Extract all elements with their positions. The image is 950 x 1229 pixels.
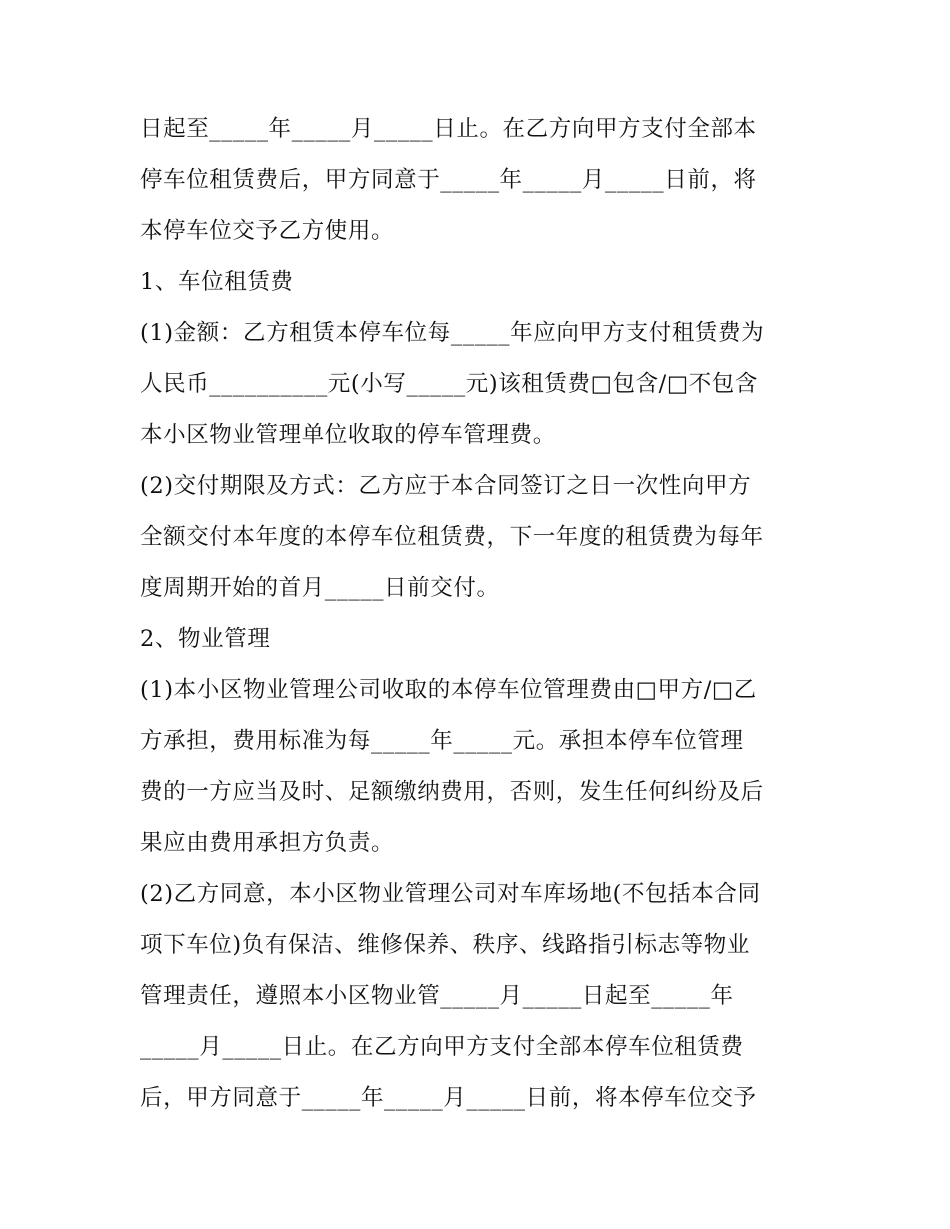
text-line: (2)交付期限及方式：乙方应于本合同签订之日一次性向甲方 <box>140 473 752 499</box>
section-heading: 1、车位租赁费 <box>140 269 294 295</box>
text-line: _____月_____日止。在乙方向甲方支付全部本停车位租赁费 <box>140 1034 744 1060</box>
text-line: 日起至_____年_____月_____日止。在乙方向甲方支付全部本 <box>140 116 757 142</box>
text-line: 人民币__________元(小写_____元)该租赁费□包含/□不包含 <box>140 371 759 397</box>
text-line: 停车位租赁费后，甲方同意于_____年_____月_____日前，将 <box>140 167 757 193</box>
text-line: 费的一方应当及时、足额缴纳费用，否则，发生任何纠纷及后 <box>140 779 764 805</box>
section-heading: 2、物业管理 <box>140 626 271 652</box>
document-body <box>140 104 820 1124</box>
text-line: 本停车位交予乙方使用。 <box>140 218 395 244</box>
text-line: 方承担，费用标准为每_____年_____元。承担本停车位管理 <box>140 728 744 754</box>
text-line: 果应由费用承担方负责。 <box>140 830 395 856</box>
text-line: 全额交付本年度的本停车位租赁费，下一年度的租赁费为每年 <box>140 524 764 550</box>
text-line: (1)本小区物业管理公司收取的本停车位管理费由□甲方/□乙 <box>140 677 757 703</box>
text-line: 本小区物业管理单位收取的停车管理费。 <box>140 422 556 448</box>
text-line: (1)金额：乙方租赁本停车位每_____年应向甲方支付租赁费为 <box>140 320 765 346</box>
text-line: (2)乙方同意，本小区物业管理公司对车库场地(不包括本合同 <box>140 881 761 907</box>
text-line: 管理责任，遵照本小区物业管_____月_____日起至_____年 <box>140 983 734 1009</box>
text-line: 后，甲方同意于_____年_____月_____日前，将本停车位交予 <box>140 1085 757 1111</box>
text-line: 度周期开始的首月_____日前交付。 <box>140 575 500 601</box>
text-line: 项下车位)负有保洁、维修保养、秩序、线路指引标志等物业 <box>140 932 750 958</box>
